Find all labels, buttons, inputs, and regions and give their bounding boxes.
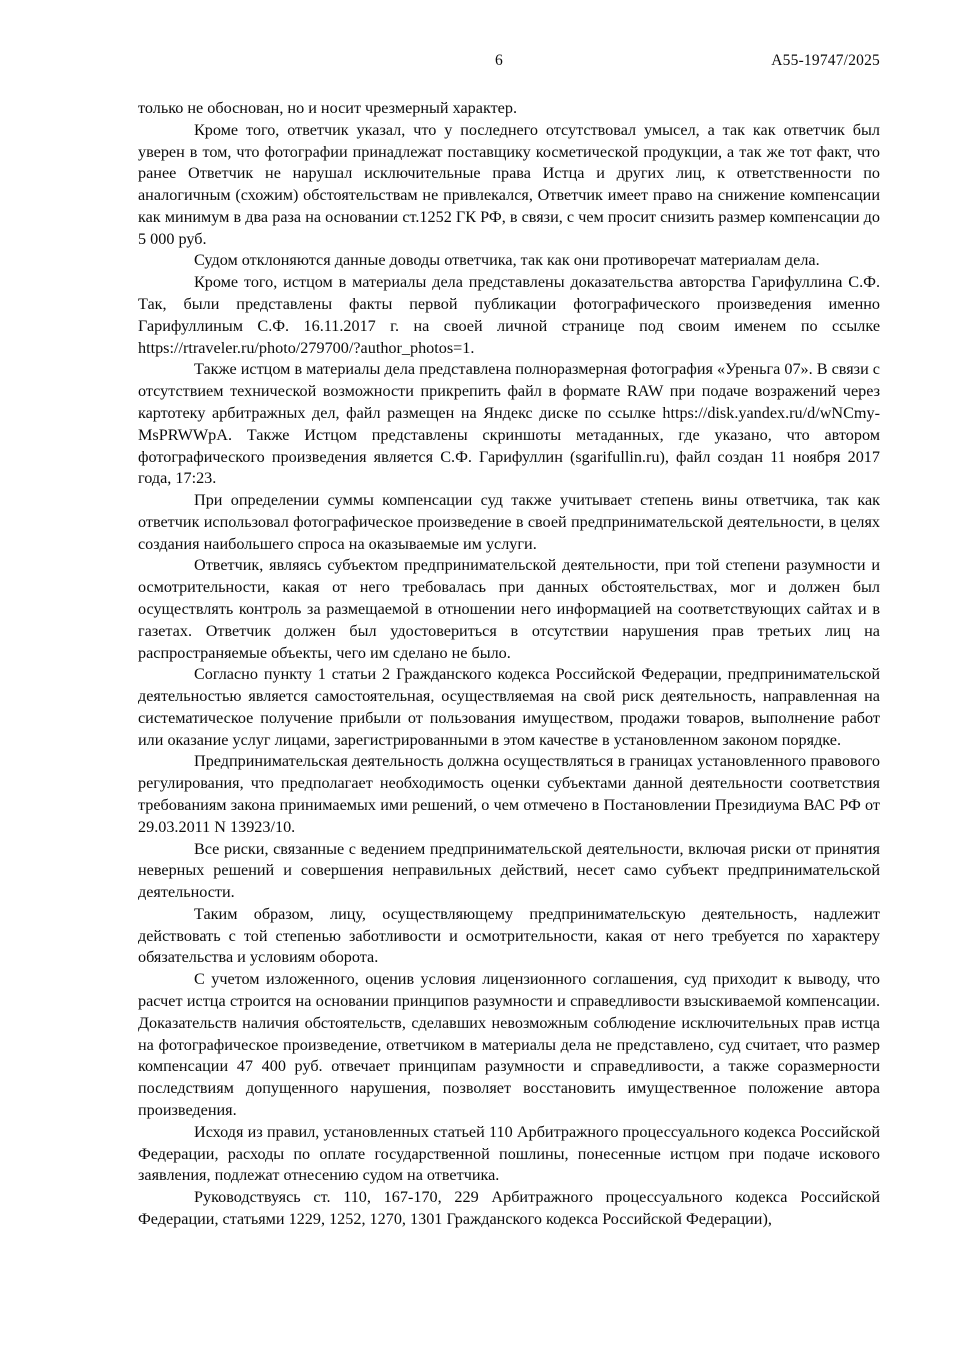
paragraph: Судом отклоняются данные доводы ответчика, так как они противоречат материалам дела.: [194, 251, 820, 270]
paragraph: Предпринимательская деятельность должна осуществляться в границах установленного правового регулирования, что предполагает необходимость оценки субъектами данной деятельности соответствия требованиям закона принимаемых ими решений, о чем отмечено в Постановлении Президиума ВАС РФ от 29.03.2011 N 13923/10.: [138, 752, 880, 836]
case-number: А55-19747/2025: [771, 52, 880, 69]
paragraph: Кроме того, ответчик указал, что у последнего отсутствовал умысел, а так как ответчик был уверен в том, что фотографии принадлежат поставщику косметической продукции, а так же тот факт, что ранее Ответчик не нарушал исключительные права Истца и других лиц, к ответственности по аналогичным (схожим) обстоятельствам не привлекался, Ответчик имеет право на снижение компенсации как минимум в два раза на основании ст.1252 ГК РФ, в связи, с чем просит снизить размер компенсации до 5 000 руб.: [138, 120, 880, 248]
paragraph: Руководствуясь ст. 110, 167-170, 229 Арбитражного процессуального кодекса Российской Федерации, статьями 1229, 1252, 1270, 1301 Гражданского кодекса Российской Федерации),: [138, 1188, 880, 1228]
paragraph: Таким образом, лицу, осуществляющему предпринимательскую деятельность, надлежит действовать с той степенью заботливости и осмотрительности, какая от него требуется по характеру обязательства и условиям оборота.: [138, 904, 880, 967]
paragraph: Кроме того, истцом в материалы дела представлены доказательства авторства Гарифуллина С.Ф. Так, были представлены факты первой публикации фотографического произведения именно Гарифуллиным С.Ф. 16.11.2017 г. на своей личной странице под своим именем по ссылке https://rtraveler.ru/photo/279700/?author_photos=1.: [138, 273, 880, 357]
document-body: [138, 98, 880, 1231]
paragraph: Также истцом в материалы дела представлена полноразмерная фотография «Уреньга 07». В связи с отсутствием технической возможности прикрепить файл в формате RAW при подаче возражений через картотеку арбитражных дел, файл размещен на Яндекс диске по ссылке https://disk.yandex.ru/d/wNCmy-MsPRWWpA. Также Истцом представлены скриншоты метаданных, где указано, что автором фотографического произведения является С.Ф. Гарифуллин (sgarifullin.ru), файл создан 11 ноября 2017 года, 17:23.: [138, 360, 880, 488]
page-header: [138, 52, 880, 82]
paragraph: С учетом изложенного, оценив условия лицензионного соглашения, суд приходит к выводу, что расчет истца строится на основании принципов разумности и справедливости взыскиваемой компенсации. Доказательств наличия обстоятельств, сделавших невозможным соблюдение исключительных прав истца на фотографическое произведение, ответчиком в материалы дела не представлено, суд считает, что размер компенсации 47 400 руб. отвечает принципам разумности и справедливости, а также соразмерности последствиям допущенного нарушения, позволяет восстановить имущественное положение автора произведения.: [138, 970, 880, 1119]
paragraph: Согласно пункту 1 статьи 2 Гражданского кодекса Российской Федерации, предпринимательской деятельностью является самостоятельная, осуществляемая на свой риск деятельность, направленная на систематическое получение прибыли от пользования имуществом, продажи товаров, выполнение работ или оказание услуг лицами, зарегистрированными в этом качестве в установленном законом порядке.: [138, 665, 880, 749]
page-number: 6: [495, 52, 503, 69]
paragraph: только не обоснован, но и носит чрезмерный характер.: [138, 99, 518, 117]
paragraph: Ответчик, являясь субъектом предпринимательской деятельности, при той степени разумности и осмотрительности, какая от него требовалась при данных обстоятельствах, мог и должен был осуществлять контроль за размещаемой в отношении него информацией на соответствующих сайтах и в газетах. Ответчик должен был удостовериться в отсутствии нарушения прав третьих лиц на распространяемые объекты, чего им сделано не было.: [138, 556, 880, 662]
paragraph: Исходя из правил, установленных статьей 110 Арбитражного процессуального кодекса Российской Федерации, расходы по оплате государственной пошлины, понесенные истцом при подаче искового заявления, подлежат отнесению судом на ответчика.: [138, 1122, 880, 1185]
paragraph: Все риски, связанные с ведением предпринимательской деятельности, включая риски от принятия неверных решений и совершения неправильных действий, несет само субъект предпринимательской деятельности.: [138, 839, 880, 902]
paragraph: При определении суммы компенсации суд также учитывает степень вины ответчика, так как ответчик использовал фотографическое произведение в своей предпринимательской деятельности, в целях создания наибольшего спроса на оказываемые им услуги.: [138, 491, 880, 553]
